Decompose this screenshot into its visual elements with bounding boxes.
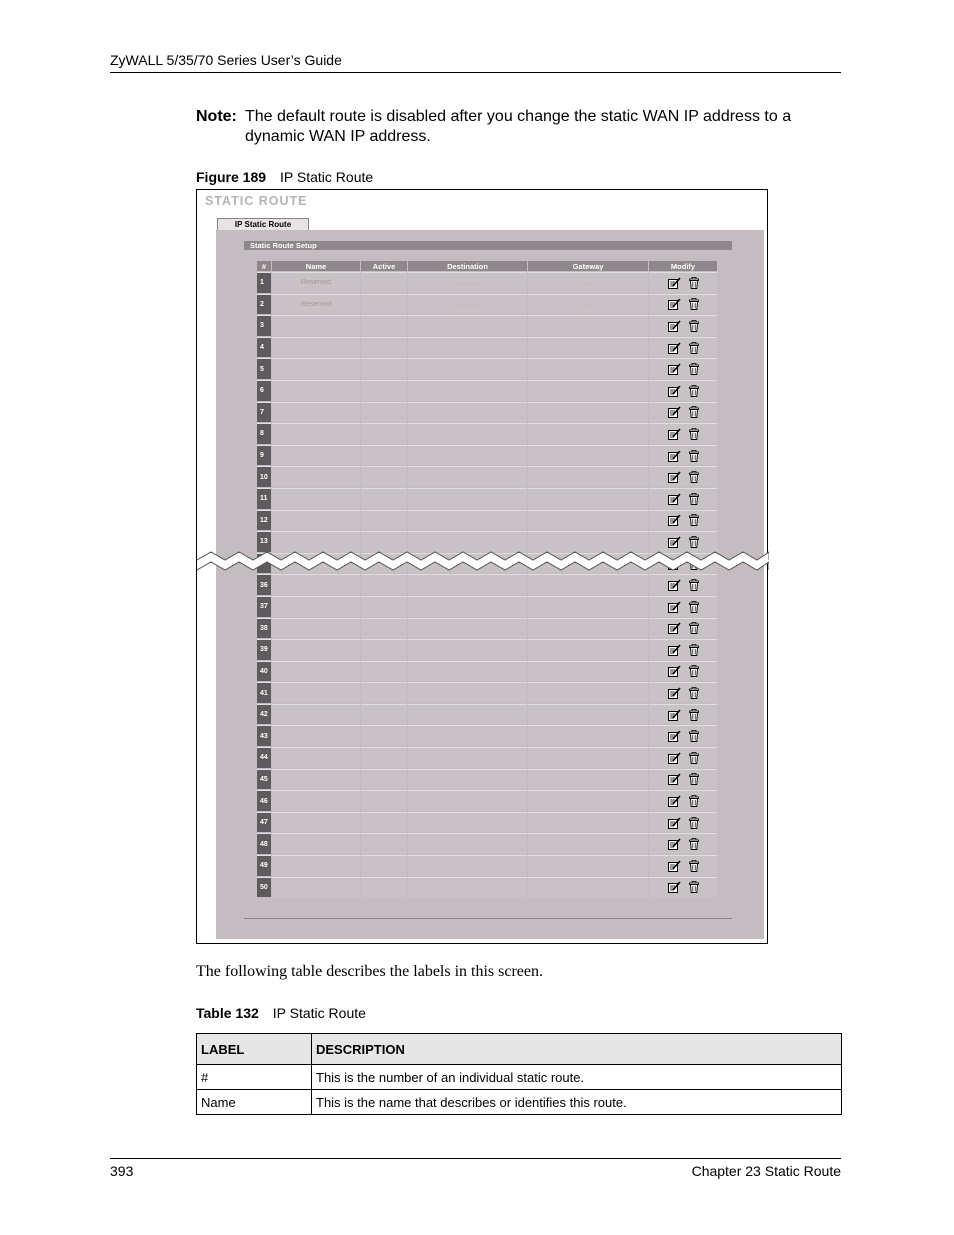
route-modify bbox=[649, 358, 717, 379]
route-modify bbox=[649, 315, 717, 336]
edit-icon[interactable] bbox=[668, 795, 681, 807]
label-description-table bbox=[196, 1033, 842, 1115]
route-gateway bbox=[528, 725, 648, 746]
col-header-active: Active bbox=[361, 261, 407, 271]
edit-icon[interactable] bbox=[668, 709, 681, 721]
trash-icon[interactable] bbox=[689, 277, 699, 289]
route-number: 9 bbox=[257, 445, 271, 466]
trash-icon[interactable] bbox=[689, 730, 699, 742]
route-gateway bbox=[528, 704, 648, 725]
edit-icon[interactable] bbox=[668, 298, 681, 310]
table-row bbox=[257, 510, 717, 531]
route-number: 13 bbox=[257, 531, 271, 552]
route-active bbox=[361, 380, 407, 401]
route-gateway bbox=[528, 596, 648, 617]
chapter-title: Chapter 23 Static Route bbox=[691, 1163, 841, 1179]
route-destination bbox=[408, 747, 527, 768]
trash-icon[interactable] bbox=[689, 838, 699, 850]
route-gateway bbox=[528, 466, 648, 487]
header-rule bbox=[110, 72, 841, 73]
route-gateway bbox=[528, 682, 648, 703]
route-number: 44 bbox=[257, 747, 271, 768]
trash-icon[interactable] bbox=[689, 342, 699, 354]
edit-icon[interactable] bbox=[668, 881, 681, 893]
route-number: 5 bbox=[257, 358, 271, 379]
route-number: 4 bbox=[257, 337, 271, 358]
table-row bbox=[197, 1065, 842, 1090]
edit-icon[interactable] bbox=[668, 601, 681, 613]
route-active bbox=[361, 639, 407, 660]
route-name bbox=[272, 445, 360, 466]
route-modify bbox=[649, 445, 717, 466]
note-text: The default route is disabled after you change the static WAN IP address to a dynamic WAN IP address. bbox=[245, 108, 792, 145]
route-active bbox=[361, 682, 407, 703]
route-name bbox=[272, 812, 360, 833]
edit-icon[interactable] bbox=[668, 363, 681, 375]
table-number: Table 132 bbox=[196, 1005, 259, 1021]
route-destination bbox=[408, 725, 527, 746]
route-name bbox=[272, 510, 360, 531]
route-number: 41 bbox=[257, 682, 271, 703]
route-modify bbox=[649, 618, 717, 639]
edit-icon[interactable] bbox=[668, 514, 681, 526]
route-modify bbox=[649, 488, 717, 509]
row-label: Name bbox=[197, 1090, 312, 1115]
route-destination bbox=[408, 704, 527, 725]
table-header-row bbox=[257, 261, 717, 271]
trash-icon[interactable] bbox=[689, 298, 699, 310]
trash-icon[interactable] bbox=[689, 817, 699, 829]
route-destination bbox=[408, 423, 527, 444]
trash-icon[interactable] bbox=[689, 644, 699, 656]
trash-icon[interactable] bbox=[689, 881, 699, 893]
figure-screenshot bbox=[196, 189, 768, 944]
trash-icon[interactable] bbox=[689, 622, 699, 634]
route-active: - bbox=[361, 294, 407, 315]
route-name bbox=[272, 833, 360, 854]
route-name bbox=[272, 402, 360, 423]
route-active bbox=[361, 337, 407, 358]
route-active bbox=[361, 661, 407, 682]
table-row bbox=[257, 855, 717, 876]
route-name bbox=[272, 596, 360, 617]
route-gateway bbox=[528, 639, 648, 660]
table-caption-text: IP Static Route bbox=[272, 1005, 366, 1021]
route-number: 11 bbox=[257, 488, 271, 509]
route-name bbox=[272, 337, 360, 358]
break-mark bbox=[197, 548, 769, 582]
table-row bbox=[257, 661, 717, 682]
route-destination bbox=[408, 337, 527, 358]
table-row bbox=[257, 337, 717, 358]
table-row bbox=[257, 402, 717, 423]
trash-icon[interactable] bbox=[689, 773, 699, 785]
footer-rule bbox=[110, 1158, 841, 1159]
route-active bbox=[361, 466, 407, 487]
figure-number: Figure 189 bbox=[196, 169, 267, 185]
col-header-gateway: Gateway bbox=[528, 261, 648, 271]
route-active bbox=[361, 833, 407, 854]
table-row bbox=[197, 1090, 842, 1115]
edit-icon[interactable] bbox=[668, 817, 681, 829]
route-active bbox=[361, 704, 407, 725]
row-description: This is the name that describes or identifies this route. bbox=[312, 1090, 842, 1115]
route-active bbox=[361, 877, 407, 898]
route-gateway bbox=[528, 402, 648, 423]
route-number: 39 bbox=[257, 639, 271, 660]
route-modify bbox=[649, 769, 717, 790]
route-name bbox=[272, 855, 360, 876]
route-destination bbox=[408, 466, 527, 487]
table-row bbox=[257, 618, 717, 639]
route-destination bbox=[408, 315, 527, 336]
edit-icon[interactable] bbox=[668, 450, 681, 462]
route-number: 37 bbox=[257, 596, 271, 617]
table-row bbox=[257, 488, 717, 509]
route-destination bbox=[408, 596, 527, 617]
route-gateway bbox=[528, 769, 648, 790]
route-modify bbox=[649, 833, 717, 854]
route-name bbox=[272, 725, 360, 746]
route-active bbox=[361, 596, 407, 617]
route-gateway bbox=[528, 315, 648, 336]
table-header-row bbox=[197, 1034, 842, 1065]
route-destination bbox=[408, 358, 527, 379]
table-row bbox=[257, 596, 717, 617]
edit-icon[interactable] bbox=[668, 773, 681, 785]
route-modify bbox=[649, 294, 717, 315]
col-header-name: Name bbox=[272, 261, 360, 271]
col-header-destination: Destination bbox=[408, 261, 527, 271]
route-destination bbox=[408, 445, 527, 466]
route-gateway bbox=[528, 790, 648, 811]
route-number: 42 bbox=[257, 704, 271, 725]
route-name bbox=[272, 790, 360, 811]
route-active bbox=[361, 423, 407, 444]
route-destination bbox=[408, 510, 527, 531]
route-name bbox=[272, 682, 360, 703]
route-number: 40 bbox=[257, 661, 271, 682]
route-number: 7 bbox=[257, 402, 271, 423]
route-gateway bbox=[528, 855, 648, 876]
route-active bbox=[361, 402, 407, 423]
route-gateway bbox=[528, 445, 648, 466]
route-gateway bbox=[528, 618, 648, 639]
route-active bbox=[361, 358, 407, 379]
table-row bbox=[257, 639, 717, 660]
note-label: Note: bbox=[196, 108, 237, 125]
route-destination bbox=[408, 769, 527, 790]
row-label: # bbox=[197, 1065, 312, 1090]
route-modify bbox=[649, 402, 717, 423]
route-name bbox=[272, 315, 360, 336]
route-gateway bbox=[528, 358, 648, 379]
trash-icon[interactable] bbox=[689, 709, 699, 721]
route-active bbox=[361, 812, 407, 833]
route-number: 2 bbox=[257, 294, 271, 315]
route-active bbox=[361, 315, 407, 336]
route-modify bbox=[649, 725, 717, 746]
edit-icon[interactable] bbox=[668, 342, 681, 354]
table-caption bbox=[196, 1005, 366, 1021]
route-destination bbox=[408, 812, 527, 833]
route-number: 12 bbox=[257, 510, 271, 531]
route-name bbox=[272, 877, 360, 898]
trash-icon[interactable] bbox=[689, 514, 699, 526]
route-gateway bbox=[528, 510, 648, 531]
route-active bbox=[361, 445, 407, 466]
route-modify bbox=[649, 855, 717, 876]
table-row bbox=[257, 682, 717, 703]
table-row bbox=[257, 445, 717, 466]
route-gateway bbox=[528, 423, 648, 444]
route-number: 8 bbox=[257, 423, 271, 444]
route-modify bbox=[649, 510, 717, 531]
trash-icon[interactable] bbox=[689, 601, 699, 613]
route-modify bbox=[649, 661, 717, 682]
route-modify bbox=[649, 682, 717, 703]
route-number: 10 bbox=[257, 466, 271, 487]
route-destination: . . . . . . bbox=[408, 272, 527, 293]
trash-icon[interactable] bbox=[689, 471, 699, 483]
route-number: 50 bbox=[257, 877, 271, 898]
edit-icon[interactable] bbox=[668, 428, 681, 440]
edit-icon[interactable] bbox=[668, 665, 681, 677]
route-gateway bbox=[528, 661, 648, 682]
route-name bbox=[272, 380, 360, 401]
route-destination bbox=[408, 380, 527, 401]
table-row bbox=[257, 725, 717, 746]
route-modify bbox=[649, 596, 717, 617]
route-gateway bbox=[528, 380, 648, 401]
route-number: 48 bbox=[257, 833, 271, 854]
route-name bbox=[272, 747, 360, 768]
route-modify bbox=[649, 380, 717, 401]
route-active bbox=[361, 790, 407, 811]
table-row bbox=[257, 358, 717, 379]
route-modify bbox=[649, 272, 717, 293]
content-panel bbox=[216, 230, 764, 939]
table-row bbox=[257, 315, 717, 336]
route-destination bbox=[408, 639, 527, 660]
route-active bbox=[361, 725, 407, 746]
table-row bbox=[257, 812, 717, 833]
route-destination bbox=[408, 488, 527, 509]
edit-icon[interactable] bbox=[668, 493, 681, 505]
edit-icon[interactable] bbox=[668, 730, 681, 742]
table-row bbox=[257, 423, 717, 444]
route-gateway bbox=[528, 833, 648, 854]
route-gateway bbox=[528, 488, 648, 509]
route-active: - bbox=[361, 272, 407, 293]
route-name: Reserved bbox=[272, 294, 360, 315]
table-row bbox=[257, 466, 717, 487]
table-row bbox=[257, 833, 717, 854]
route-active bbox=[361, 855, 407, 876]
figure-caption bbox=[196, 169, 373, 185]
trash-icon[interactable] bbox=[689, 665, 699, 677]
route-name bbox=[272, 423, 360, 444]
route-name bbox=[272, 488, 360, 509]
route-name bbox=[272, 769, 360, 790]
edit-icon[interactable] bbox=[668, 622, 681, 634]
figure-caption-text: IP Static Route bbox=[280, 169, 374, 185]
route-modify bbox=[649, 639, 717, 660]
route-name bbox=[272, 466, 360, 487]
trash-icon[interactable] bbox=[689, 536, 699, 548]
table-row bbox=[257, 747, 717, 768]
trash-icon[interactable] bbox=[689, 363, 699, 375]
route-modify bbox=[649, 790, 717, 811]
trash-icon[interactable] bbox=[689, 406, 699, 418]
edit-icon[interactable] bbox=[668, 838, 681, 850]
route-number: 49 bbox=[257, 855, 271, 876]
table-row bbox=[257, 272, 717, 293]
table-row bbox=[257, 769, 717, 790]
panel-bottom-rule bbox=[244, 918, 732, 919]
route-active bbox=[361, 747, 407, 768]
route-modify bbox=[649, 877, 717, 898]
route-name bbox=[272, 618, 360, 639]
trash-icon[interactable] bbox=[689, 385, 699, 397]
route-destination bbox=[408, 790, 527, 811]
edit-icon[interactable] bbox=[668, 644, 681, 656]
trash-icon[interactable] bbox=[689, 860, 699, 872]
trash-icon[interactable] bbox=[689, 450, 699, 462]
edit-icon[interactable] bbox=[668, 687, 681, 699]
route-number: 1 bbox=[257, 272, 271, 293]
edit-icon[interactable] bbox=[668, 320, 681, 332]
edit-icon[interactable] bbox=[668, 385, 681, 397]
table-row bbox=[257, 790, 717, 811]
route-destination bbox=[408, 833, 527, 854]
edit-icon[interactable] bbox=[668, 752, 681, 764]
route-number: 6 bbox=[257, 380, 271, 401]
route-active bbox=[361, 769, 407, 790]
edit-icon[interactable] bbox=[668, 277, 681, 289]
route-name bbox=[272, 358, 360, 379]
table-row bbox=[257, 877, 717, 898]
route-gateway: . . . bbox=[528, 294, 648, 315]
edit-icon[interactable] bbox=[668, 406, 681, 418]
running-header: ZyWALL 5/35/70 Series User’s Guide bbox=[110, 52, 342, 68]
edit-icon[interactable] bbox=[668, 860, 681, 872]
edit-icon[interactable] bbox=[668, 536, 681, 548]
route-number: 47 bbox=[257, 812, 271, 833]
route-modify bbox=[649, 466, 717, 487]
route-gateway: . . . bbox=[528, 272, 648, 293]
trash-icon[interactable] bbox=[689, 752, 699, 764]
route-active bbox=[361, 488, 407, 509]
route-gateway bbox=[528, 747, 648, 768]
route-number: 45 bbox=[257, 769, 271, 790]
section-title: Static Route Setup bbox=[244, 241, 732, 250]
route-active bbox=[361, 618, 407, 639]
col-header-number: # bbox=[257, 261, 271, 271]
route-active bbox=[361, 510, 407, 531]
table-row bbox=[257, 294, 717, 315]
route-gateway bbox=[528, 812, 648, 833]
table-row bbox=[257, 380, 717, 401]
trash-icon[interactable] bbox=[689, 493, 699, 505]
edit-icon[interactable] bbox=[668, 471, 681, 483]
screen-title: STATIC ROUTE bbox=[205, 194, 308, 208]
route-name: Reserved bbox=[272, 272, 360, 293]
route-destination bbox=[408, 618, 527, 639]
route-destination bbox=[408, 402, 527, 423]
page-number: 393 bbox=[110, 1163, 134, 1179]
route-modify bbox=[649, 812, 717, 833]
route-modify bbox=[649, 337, 717, 358]
route-destination bbox=[408, 661, 527, 682]
route-modify bbox=[649, 704, 717, 725]
trash-icon[interactable] bbox=[689, 428, 699, 440]
trash-icon[interactable] bbox=[689, 795, 699, 807]
route-gateway bbox=[528, 877, 648, 898]
route-gateway bbox=[528, 337, 648, 358]
route-name bbox=[272, 639, 360, 660]
trash-icon[interactable] bbox=[689, 320, 699, 332]
route-destination bbox=[408, 682, 527, 703]
route-destination bbox=[408, 877, 527, 898]
trash-icon[interactable] bbox=[689, 687, 699, 699]
route-modify bbox=[649, 423, 717, 444]
body-text: The following table describes the labels in this screen. bbox=[196, 963, 544, 980]
route-number: 46 bbox=[257, 790, 271, 811]
tab-ip-static-route[interactable]: IP Static Route bbox=[217, 218, 309, 230]
col-header-label: LABEL bbox=[197, 1034, 312, 1065]
route-number: 38 bbox=[257, 618, 271, 639]
route-number: 36 bbox=[257, 574, 271, 595]
table-row bbox=[257, 704, 717, 725]
route-destination bbox=[408, 855, 527, 876]
col-header-description: DESCRIPTION bbox=[312, 1034, 842, 1065]
col-header-modify: Modify bbox=[649, 261, 717, 271]
row-description: This is the number of an individual static route. bbox=[312, 1065, 842, 1090]
route-modify bbox=[649, 747, 717, 768]
route-number: 43 bbox=[257, 725, 271, 746]
route-destination: . . . . . . bbox=[408, 294, 527, 315]
route-number: 3 bbox=[257, 315, 271, 336]
route-name bbox=[272, 661, 360, 682]
route-name bbox=[272, 704, 360, 725]
